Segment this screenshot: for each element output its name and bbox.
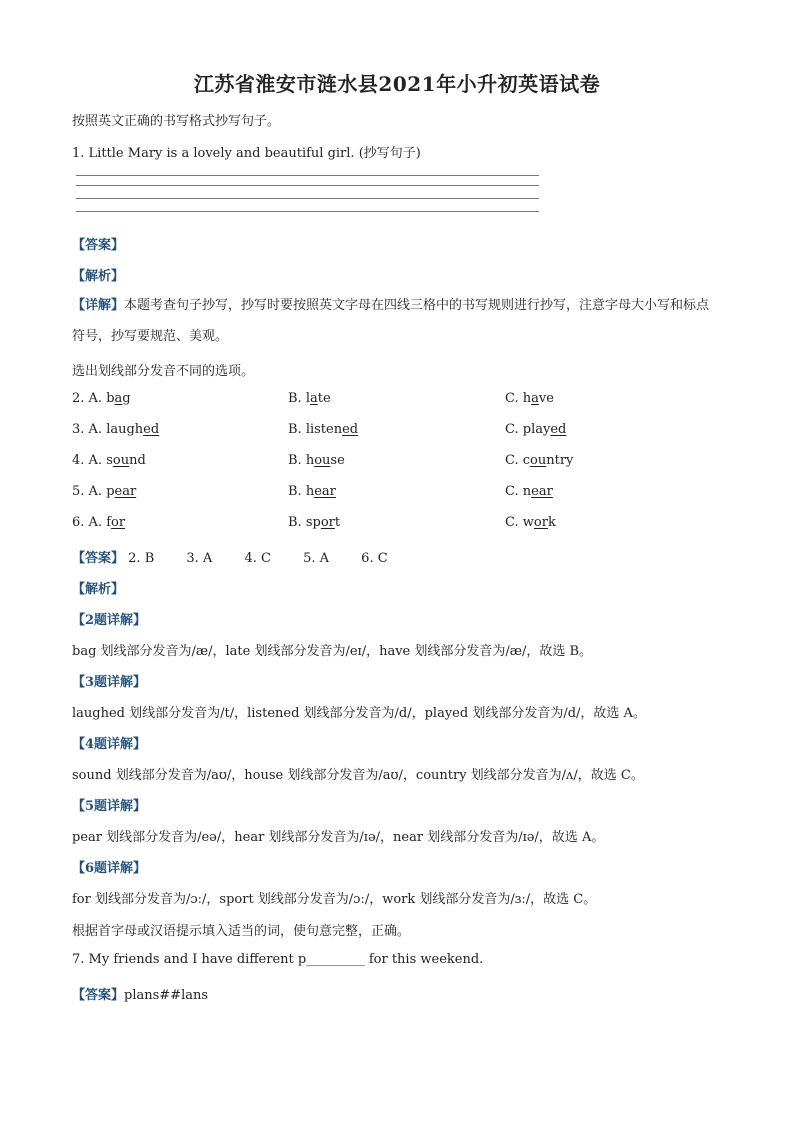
option-b: B. house xyxy=(288,453,345,468)
detail-3-text: laughed 划线部分发音为/t/，listened 划线部分发音为/d/，played 划线部分发音为/d/，故选 A。 xyxy=(72,706,646,721)
detail-6-text: for 划线部分发音为/ɔː/，sport 划线部分发音为/ɔː/，work 划线部分发音为/ɜː/，故选 C。 xyxy=(72,892,597,907)
answer-blank: _________ xyxy=(306,952,365,967)
copy-instruction: 按照英文正确的书写格式抄写句子。 xyxy=(72,114,281,129)
option-a: 4. A. sound xyxy=(72,453,146,468)
option-b: B. sport xyxy=(288,515,341,530)
detail-5-tag: 【5题详解】 xyxy=(72,799,147,814)
question-7: 7. My friends and I have different p_________ for this weekend. xyxy=(72,952,484,967)
option-a: 2. A. bag xyxy=(72,391,131,406)
answer-2: 2. B xyxy=(128,551,155,566)
option-c: C. work xyxy=(505,515,556,530)
detail-5-text: pear 划线部分发音为/eə/，hear 划线部分发音为/ɪə/，near 划线部分发音为/ɪə/，故选 A。 xyxy=(72,830,605,845)
answer-tag-1: 【答案】 xyxy=(72,238,125,253)
detail-6-tag: 【6题详解】 xyxy=(72,861,147,876)
question-1: 1. Little Mary is a lovely and beautiful girl. (抄写句子) xyxy=(72,146,421,161)
option-c: C. near xyxy=(505,484,553,499)
option-a: 5. A. pear xyxy=(72,484,137,499)
answer-tag-7: 【答案】 xyxy=(72,988,125,1003)
answers-line xyxy=(72,547,388,566)
answer-tag-2: 【答案】 xyxy=(72,551,125,566)
four-line-grid xyxy=(76,175,539,215)
fill-instruction: 根据首字母或汉语提示填入适当的词，使句意完整，正确。 xyxy=(72,924,411,939)
detail-2-text: bag 划线部分发音为/æ/，late 划线部分发音为/eɪ/，have 划线部分发音为/æ/，故选 B。 xyxy=(72,644,593,659)
answer-3: 3. A xyxy=(186,551,213,566)
option-a: 3. A. laughed xyxy=(72,422,160,437)
detail-4-text: sound 划线部分发音为/aʊ/，house 划线部分发音为/aʊ/，country 划线部分发音为/ʌ/，故选 C。 xyxy=(72,768,644,783)
answer-line-7 xyxy=(72,984,208,1003)
option-c: C. played xyxy=(505,422,567,437)
answer-7: plans##lans xyxy=(124,988,209,1003)
option-a: 6. A. for xyxy=(72,515,126,530)
phonics-instruction: 选出划线部分发音不同的选项。 xyxy=(72,364,255,379)
option-c: C. have xyxy=(505,391,554,406)
detail-text: 本题考查句子抄写，抄写时要按照英文字母在四线三格中的书写规则进行抄写，注意字母大小写和标点符号，抄写要规范、美观。 xyxy=(72,298,710,344)
answer-6: 6. C xyxy=(361,551,388,566)
answer-5: 5. A xyxy=(303,551,330,566)
detail-2-tag: 【2题详解】 xyxy=(72,613,147,628)
option-c: C. country xyxy=(505,453,574,468)
detail-3-tag: 【3题详解】 xyxy=(72,675,147,690)
analysis-tag-2: 【解析】 xyxy=(72,582,125,597)
detail-tag: 【详解】 xyxy=(72,298,125,313)
option-b: B. late xyxy=(288,391,331,406)
answer-4: 4. C xyxy=(244,551,271,566)
option-b: B. listened xyxy=(288,422,359,437)
option-b: B. hear xyxy=(288,484,336,499)
detail-paragraph xyxy=(72,290,720,352)
detail-4-tag: 【4题详解】 xyxy=(72,737,147,752)
page-title: 江苏省淮安市涟水县2021年小升初英语试卷 xyxy=(193,72,601,96)
analysis-tag-1: 【解析】 xyxy=(72,269,125,284)
